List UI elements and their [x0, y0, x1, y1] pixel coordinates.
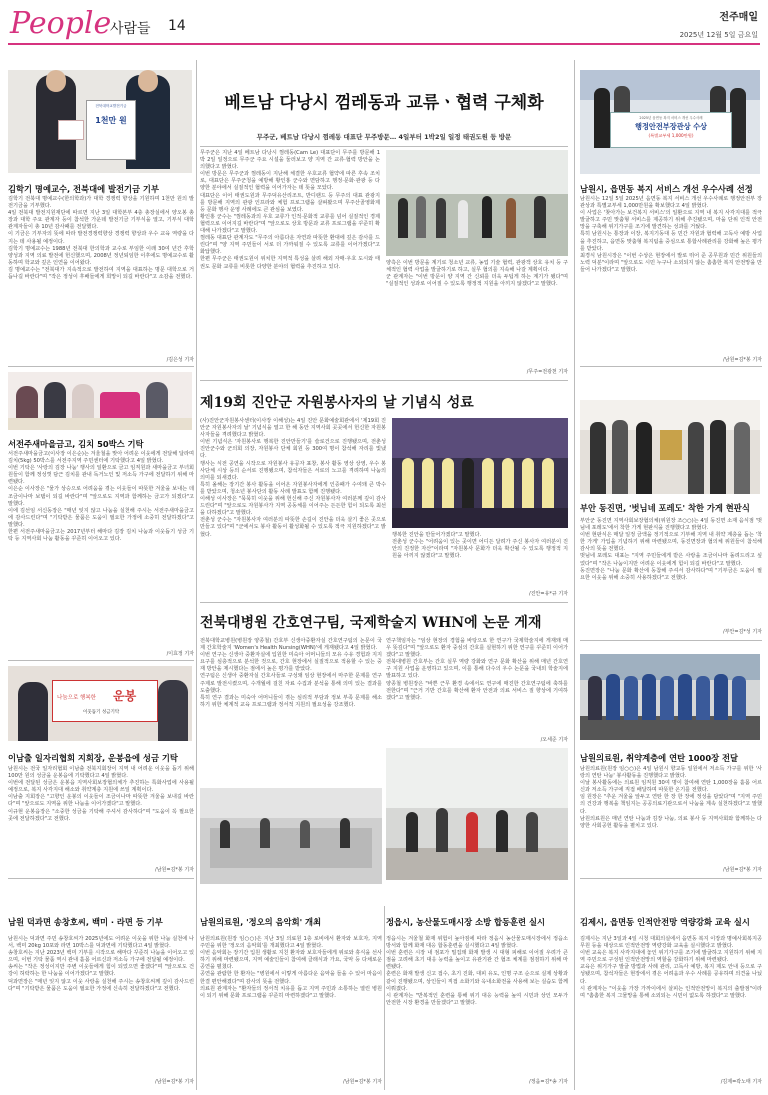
- a9-headline: 남원의료원, 취약계층에 연탄 1000장 전달: [580, 753, 739, 763]
- a12-headline: 정읍시, 농산물도매시장 소방 합동훈련 실시: [386, 917, 545, 927]
- a6-headline: 부안 동진면, '벗님네 포레도' 착한 가게 현판식: [580, 503, 750, 513]
- issue-date: 2025년 12월 5일 금요일: [679, 31, 758, 39]
- music-concert-photo: [200, 788, 382, 884]
- header-rule: [8, 43, 760, 45]
- a1-byline: /김은성 기자: [166, 357, 194, 363]
- briquette-photo: [580, 654, 760, 740]
- a11-body: 남원의료원(원장 임○○)은 지난 3일 의료원 1층 로비에서 환자와 보호자, 지역 주민을 위한 '정오의 음악회'를 개최했다고 4일 밝혔다. 이번 음악회는 장기간 입원 생활로 지친 환자와 보호자들에게 위로와 휴식을 선사하기 위해 마련됐으며, 지역 예술인들이 참여해 클래식과 가요, 국악 등 다채로운 공연을 펼쳤다. 공연을 관람한 한 환자는 "병원에서 이렇게 아름다운 음악을 들을 수 있어 마음이 한결 편안해졌다"며 감사의 뜻을 전했다. 의료원 관계자는 "환자들의 정서적 치유를 돕고 지역 주민과 소통하는 열린 병원이 되기 위해 문화 프로그램을 꾸준히 마련하겠다"고 말했다.: [200, 936, 382, 999]
- signboard-photo: [580, 400, 760, 494]
- award-board-top: 2025년 읍면동 복지 서비스 개선 우수사례: [639, 116, 703, 120]
- a8-byline: /남원=김*봉 기자: [155, 867, 194, 873]
- a4-body: 서전주새마을금고(이사장 이은순)는 겨울철을 맞아 어려운 이웃에게 전달해 달라며 김치(5kg) 50박스를 서전주지역 주민센터에 기탁했다고 4일 밝혔다. 이번 기탁은 '사랑의 김장 나눔' 행사의 일환으로 금고 임직원과 새마을금고 부녀회원들이 함께 정성껏 담근 김치를 관내 독거노인 및 저소득 가구에 전달하기 위해 마련됐다. 이은순 이사장은 "물가 상승으로 어려움을 겪는 이웃들이 따뜻한 겨울을 보내는 데 조금이나마 보탬이 되길 바란다"며 "앞으로도 지역과 함께하는 금고가 되겠다"고 말했다. 이에 김선임 서신동장은 "매년 잊지 않고 나눔을 실천해 주시는 서전주새마을금고에 감사드린다"며 "기탁받은 물품은 도움이 필요한 가정에 소중히 전달하겠다"고 말했다. 한편 서전주새마을금고는 2017년부터 해마다 김장 김치 나눔과 이웃돕기 성금 기탁 등 지역사회 나눔 활동을 꾸준히 이어오고 있다.: [8, 451, 194, 543]
- a9-body: 남원의료원(원장 임○○)은 4일 남원시 향교동 일원에서 저소득 가구를 위한 '사랑의 연탄 나눔' 봉사활동을 진행했다고 밝혔다. 이날 봉사활동에는 의료원 임직원 30여 명이 참여해 연탄 1,000장을 홀몸 어르신과 저소득 가구에 직접 배달하며 따뜻한 온기를 전했다. 임 원장은 "추운 겨울을 앞두고 연탄 한 장 한 장에 정성을 담았다"며 "지역 주민의 건강과 행복을 책임지는 공공의료기관으로서 나눔을 계속 실천하겠다"고 말했다. 남원의료원은 매년 연탄 나눔과 김장 나눔, 의료 봉사 등 지역사회와 함께하는 다양한 사회공헌 활동을 펼치고 있다.: [580, 766, 762, 829]
- board-amount: 1천만 원: [95, 116, 127, 125]
- a12-body: 정읍시는 겨울철 화재 위험이 높아짐에 따라 정읍시 농산물도매시장에서 정읍소방서와 함께 화재 대응 합동훈련을 실시했다고 4일 밝혔다. 이번 훈련은 시장 내 점포가 밀집돼 화재 발생 시 대형 피해로 이어질 우려가 큰 점을 고려해 초기 대응 능력을 높이고 유관기관 간 협조 체계를 점검하기 위해 마련됐다. 훈련은 화재 발생 신고 접수, 초기 진화, 대피 유도, 인명 구조 순으로 실제 상황과 같이 진행됐으며, 상인들이 직접 소화기와 옥내소화전을 사용해 보는 실습도 함께 이뤄졌다. 시 관계자는 "반복적인 훈련을 통해 위기 대응 능력을 높여 시민과 상인 모두가 안전한 시장 환경을 만들겠다"고 말했다.: [386, 936, 568, 1006]
- a6-byline: /부안=김*성 기자: [723, 629, 762, 635]
- section-title-en: People: [10, 6, 112, 41]
- a6-body: 부안군 동진면 지역사회보장협의체(위원장 조○○)는 4일 동진면 소재 음식점 '벗님네 포레도'에서 착한 가게 현판식을 진행했다고 밝혔다. 이번 현판식은 매달 일정 금액을 정기적으로 기부해 지역 내 취약 계층을 돕는 '착한 가게' 가입을 기념하기 위해 마련됐으며, 동진면장과 협의체 위원들이 참석해 감사의 뜻을 전했다. 벗님네 포레도 대표는 "지역 주민들에게 받은 사랑을 조금이나마 돌려드리고 싶었다"며 "작은 나눔이지만 어려운 이웃에게 힘이 되길 바란다"고 말했다. 동진면장은 "나눔 문화 확산에 동참해 주셔서 감사하다"며 "기부금은 도움이 필요한 이웃을 위해 소중히 사용하겠다"고 전했다.: [580, 518, 762, 581]
- a1-headline: 김학기 명예교수, 전북대에 발전기금 기부: [8, 184, 159, 194]
- award-photo: [580, 70, 760, 174]
- board-title: 전북대학교발전기금: [95, 104, 127, 108]
- award-board: [610, 112, 732, 148]
- a7-headline: 전북대병원 간호연구팀, 국제학술지 WHN에 논문 게재: [200, 615, 542, 631]
- danang-delegation-photo: [386, 150, 568, 256]
- a12-byline: /정읍=김*송 기자: [529, 1079, 568, 1085]
- a5-byline: /진안=유*규 기자: [529, 591, 568, 597]
- a3-headline: 남원시, 읍면동 복지 서비스 개선 우수사례 선정: [580, 184, 753, 194]
- a8-body: 남원시는 전국 일자리협회 이남출 전북지회장이 지역 내 어려운 이웃을 돕기 위해 100만 원의 성금을 운봉읍에 기탁했다고 4일 밝혔다. 이번에 전달된 성금은 운봉읍 지역사회보장협의체가 추진하는 특화사업에 사용될 예정으로, 복지 사각지대 해소와 취약계층 지원에 쓰일 계획이다. 이남출 지회장은 "고향인 운봉의 이웃들이 조금이나마 따뜻한 겨울을 보내길 바란다"며 "앞으로도 지역을 위한 나눔을 이어가겠다"고 말했다. 이규현 운봉읍장은 "소중한 성금을 기탁해 주셔서 감사하다"며 "도움이 꼭 필요한 곳에 전달하겠다"고 전했다.: [8, 766, 194, 822]
- unbong-donation-photo: [8, 666, 192, 741]
- a8-headline: 이남출 일자리협회 지회장, 운봉읍에 성금 기탁: [8, 753, 178, 763]
- a9-byline: /남원=김*봉 기자: [723, 867, 762, 873]
- a7-body-main: 전북대학교병원(병원장 양종철) 간호부 신생아중환자실 간호연구팀의 논문이 국제 간호학술지 'Women's Health Nursing(WHN)'에 게재됐다고 4일 밝혔다. 이번 연구는 신생아 중환자실에 입원한 미숙아 어머니들의 모유 수유 경험과 지지 요구를 심층적으로 분석한 것으로, 간호 현장에서 실질적으로 적용할 수 있는 중재 방안을 제시했다는 점에서 높은 평가를 받았다. 연구팀은 신생아 중환자실 간호사들로 구성돼 임상 현장에서 마주한 문제를 연구 주제로 발전시켰으며, 수개월에 걸친 자료 수집과 분석을 통해 의미 있는 결과를 도출했다. 특히 연구 결과는 미숙아 어머니들이 겪는 심리적 부담과 정보 부족 문제를 해소하기 위한 체계적 교육 프로그램과 정서적 지원의 필요성을 강조했다.: [200, 638, 382, 708]
- fire-drill-photo: [386, 748, 568, 880]
- a2-body-main: 무주군은 지난 4일 베트남 다낭시 껌레동(Cam Le) 대표단이 무주를 방문해 1박 2일 일정으로 무주군 주요 시설을 둘러보고 양 지역 간 교류·협력 방안을 논의했다고 밝혔다. 이번 방문은 무주군과 껌레동이 지난해 체결한 우호교류 협약에 따른 후속 조치로, 대표단은 무주군청을 예방해 황인홍 군수와 면담하고 행정·문화·관광 등 다양한 분야에서 실질적인 협력을 이어가자는 데 뜻을 모았다. 대표단은 이어 태권도원과 무주덕유산리조트, 반디랜드 등 무주의 대표 관광지를 방문해 지역의 관광 인프라와 체험 프로그램을 살펴봤으며 무주산골영화제 등 문화 행사 운영 사례에도 큰 관심을 보였다. 황인홍 군수는 "껌레동과의 우호 교류가 인적·문화적 교류를 넘어 실질적인 경제 협력으로 이어지길 바란다"며 "앞으로도 상호 방문과 교류 프로그램을 꾸준히 확대해 나가겠다"고 말했다. 껌레동 대표단 관계자도 "무주의 아름다운 자연과 따뜻한 환대에 깊은 감사를 드린다"며 "양 지역 주민들이 서로 더 가까워질 수 있도록 교류를 이어가겠다"고 화답했다. 한편 무주군은 태권도원이 위치한 지역적 특성을 살려 해외 자매·우호 도시와 태권도 문화 교류를 비롯한 다양한 분야의 협력을 추진하고 있다.: [200, 150, 380, 270]
- a2-byline: /무주=전광천 기자: [526, 369, 568, 375]
- a4-headline: 서전주새마을금고, 김치 50박스 기탁: [8, 439, 144, 449]
- donation-photo: [8, 70, 192, 173]
- a5-body-main: (사)진안군자원봉사센터(이사장 이해성)는 4일 진안 문화예술회관에서 '제19회 진안군 자원봉사자의 날' 기념식을 열고 한 해 동안 지역사회 곳곳에서 헌신한 자원봉사자들을 격려했다고 밝혔다. 이번 기념식은 '자원봉사로 행복한 진안만들기'를 슬로건으로 진행됐으며, 전춘성 진안군수와 군의회 의장, 자원봉사 단체 회원 등 300여 명이 참석해 자리를 빛냈다. 행사는 식전 공연을 시작으로 자원봉사 유공자 표창, 봉사 활동 영상 상영, 우수 봉사단체 시상 등의 순서로 진행됐으며, 참석자들은 서로의 노고를 격려하며 나눔의 의미를 되새겼다. 특히 올해는 장기간 봉사 활동을 이어온 자원봉사자에게 인증패가 수여돼 큰 박수를 받았으며, 청소년 봉사단의 활동 사례 발표도 함께 진행됐다. 이해성 이사장은 "묵묵히 이웃을 위해 헌신해 주신 자원봉사자 여러분께 깊이 감사드린다"며 "앞으로도 자원봉사가 지역 공동체를 이어주는 든든한 힘이 되도록 최선을 다하겠다"고 말했다. 전춘성 군수는 "자원봉사자 여러분의 따뜻한 손길이 진안을 더욱 살기 좋은 곳으로 만들고 있다"며 "군에서도 봉사 활동이 활성화될 수 있도록 적극 지원하겠다"고 밝혔다.: [200, 418, 386, 538]
- a10-headline: 남원 덕과면 송창호씨, 백미 · 라면 등 기부: [8, 917, 163, 927]
- banner-town: 운봉: [113, 689, 137, 703]
- volunteer-ceremony-photo: [392, 418, 568, 528]
- page-header: [0, 0, 768, 44]
- a11-headline: 남원의료원, '정오의 음악회' 개최: [200, 917, 322, 927]
- a13-headline: 김제시, 읍면동 인적안전망 역량강화 교육 실시: [580, 917, 750, 927]
- a7-byline: /오세준 기자: [540, 737, 568, 743]
- a10-body: 남원시는 덕과면 주민 송창호씨가 2025년에도 어려운 이웃을 위한 나눔 실천에 나서, 백미 20kg 10포와 라면 10박스를 덕과면에 기탁했다고 4일 밝혔다. 송창호씨는 지난 2023년 백미 기부를 시작으로 해마다 꾸준히 나눔을 이어오고 있으며, 이번 기탁 물품 역시 관내 홀몸 어르신과 저소득 가구에 전달될 예정이다. 송씨는 "작은 정성이지만 주변 이웃들에게 힘이 되었으면 좋겠다"며 "앞으로도 건강이 허락하는 한 나눔을 이어가겠다"고 말했다. 덕과면장은 "매년 잊지 않고 이웃 사랑을 실천해 주시는 송창호씨께 깊이 감사드린다"며 "기탁받은 물품은 도움이 필요한 가정에 신속히 전달하겠다"고 전했다.: [8, 936, 194, 992]
- a5-body-cont: 행복한 진안을 만들어가겠다"고 말했다. 전춘성 군수는 "어려움이 있는 곳이면 어디든 달려가 주신 봉사자 여러분이 진안의 진정한 자산"이라며 "자원봉사 문화가 더욱 확산될 수 있도록 행정적 지원을 아끼지 않겠다"고 말했다.: [392, 532, 568, 560]
- a4-byline: /이효정 기자: [166, 651, 194, 657]
- banner-text: 나눔으로 행복한: [57, 695, 96, 701]
- kimchi-photo: [8, 372, 192, 430]
- a2-body-cont: 양측은 이번 방문을 계기로 청소년 교류, 농업 기술 협력, 관광객 상호 유치 등 구체적인 협력 사업을 발굴하기로 하고, 실무 협의를 지속해 나갈 계획이다. 군 관계자는 "이번 방문이 양 지역 간 신뢰를 더욱 두텁게 하는 계기가 됐다"며 "실질적인 성과로 이어질 수 있도록 행정적 지원을 아끼지 않겠다"고 말했다.: [386, 260, 568, 288]
- a3-byline: /남원=김*봉 기자: [723, 357, 762, 363]
- award-board-title: 행정안전부장관상 수상: [635, 122, 707, 131]
- section-title-ko: 사람들: [110, 21, 151, 37]
- award-board-sub: (특별교부세 1,000만원): [648, 133, 694, 138]
- a2-headline: 베트남 다낭시 껌레동과 교류ㆍ협력 구체화: [224, 93, 544, 113]
- page-number: 14: [168, 18, 186, 34]
- a11-byline: /남원=김*봉 기자: [343, 1079, 382, 1085]
- a5-headline: 제19회 진안군 자원봉사자의 날 기념식 성료: [200, 395, 474, 411]
- a2-subhead: 무주군, 베트남 다낭시 껌레동 대표단 무주방문… 4일부터 1박2일 일정 태권도원 등 방문: [256, 133, 512, 141]
- a7-body-cont: 연구책임자는 "임상 현장의 경험을 바탕으로 한 연구가 국제학술지에 게재돼 매우 뜻깊다"며 "앞으로도 환자 중심의 간호를 실현하기 위한 연구를 꾸준히 이어가겠다"고 말했다. 전북대병원 간호부는 간호 실무 역량 강화와 연구 문화 확산을 위해 매년 간호연구 지원 사업을 운영하고 있으며, 이를 통해 다수의 우수 논문을 국내외 학술지에 발표하고 있다. 양종철 병원장은 "바쁜 근무 환경 속에서도 연구에 매진한 간호연구팀에 축하를 전한다"며 "근거 기반 간호를 확산해 환자 안전과 의료 서비스 질 향상에 기여하겠다"고 말했다.: [386, 638, 568, 701]
- donation-board: [86, 100, 136, 160]
- a10-byline: /남원=김*봉 기자: [155, 1079, 194, 1085]
- a3-body: 남원시는 12일 5일 2025년 읍면동 복지 서비스 개선 우수사례로 행정안전부 장관상과 특별교부세 1,000만원을 확보했다고 4일 밝혔다. 이 사업은 '찾아가는 보건복지 서비스'의 일환으로 지역 내 복지 사각지대를 적극 발굴하고 주민 맞춤형 서비스를 제공하기 위해 추진됐으며, 마을 단위 인적 안전망을 구축해 위기가구를 조기에 발견하는 성과를 거뒀다. 특히 남원시는 통장과 이장, 복지기동대 등 민간 자원과 협력해 고독사 예방 사업을 추진하고, 읍면동 맞춤형 복지팀을 중심으로 통합사례관리를 강화해 높은 평가를 받았다. 최경식 남원시장은 "이번 수상은 현장에서 발로 뛰어 준 공무원과 민간 위원들의 노력 덕분"이라며 "앞으로도 시민 누구나 소외되지 않는 촘촘한 복지 안전망을 만들어 나가겠다"고 말했다.: [580, 196, 762, 273]
- a1-body: 김학기 전북대 명예교수(한의학과)가 대학 경쟁력 향상을 기원하며 1천만 원의 발전기금을 기부했다. 4일 전북대 발전지원재단에 따르면 지난 3일 대학본부 4층 총장실에서 양오봉 총장과 대학 주요 관계자 등이 참석한 가운데 발전기금 기부식을 열고, 기부식 대학 관계자들이 총 10년 감사패를 전달했다. 이 기금은 기부자의 뜻에 따라 발전경쟁력향상 경쟁력 향상과 우수 교육 역량을 다지는 데 사용될 예정이다. 김학기 명예교수는 1988년 전북대 한의학과 교수로 부임한 이래 30여 년간 후학 양성과 지역 의료 발전에 헌신했으며, 2008년 정년퇴임한 이후에도 명예교수로 활동하며 학교와 깊은 인연을 이어왔다. 김 명예교수는 "전북대가 지속적으로 발전하여 지역을 대표하는 명문 대학으로 거듭나길 바란다"며 "작은 정성이 후배들에게 희망이 되길 바란다"고 소감을 전했다.: [8, 196, 194, 281]
- a13-body: 김제시는 지난 3일과 4일 시청 대회의실에서 읍면동 복지 이장과 명예사회복지공무원 등을 대상으로 인적안전망 역량강화 교육을 실시했다고 밝혔다. 이번 교육은 복지 사각지대에 놓인 위기가구를 조기에 발굴하고 지원하기 위해 지역 주민으로 구성된 인적안전망의 역할을 강화하기 위해 마련됐다. 교육은 위기가구 발굴 방법과 사례 관리, 고독사 예방, 복지 제도 안내 등으로 구성됐으며, 참석자들은 현장에서 겪은 어려움과 우수 사례를 공유하며 의견을 나눴다. 시 관계자는 "이웃을 가장 가까이에서 살피는 인적안전망이 복지의 출발점"이라며 "촘촘한 복지 그물망을 통해 소외되는 시민이 없도록 하겠다"고 말했다.: [580, 936, 762, 999]
- banner-sub: 이웃돕기 성금기탁: [83, 710, 120, 715]
- paper-name: 전주매일: [719, 12, 758, 23]
- a13-byline: /김제=곽노태 기자: [720, 1079, 762, 1085]
